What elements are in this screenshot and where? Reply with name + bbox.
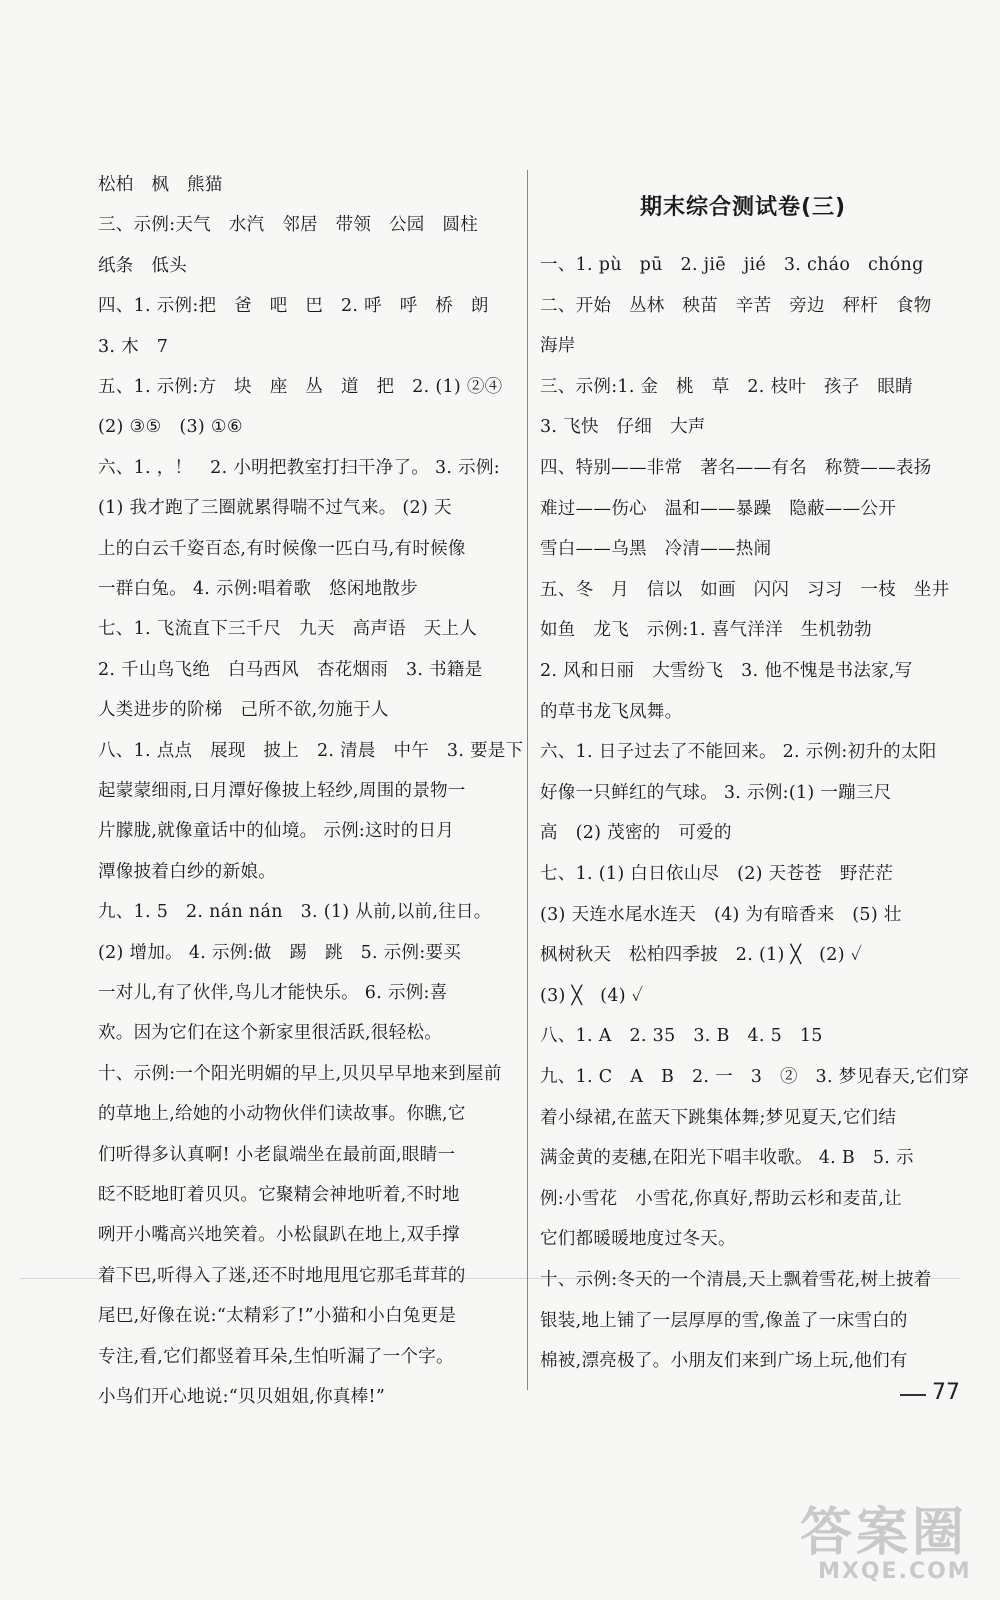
- answer-line: 咧开小嘴高兴地笑着。小松鼠趴在地上,双手撑: [98, 1225, 460, 1246]
- watermark-logo: [800, 1490, 972, 1584]
- answer-line: (2) 增加。 4. 示例:做 踢 跳 5. 示例:要买: [98, 942, 462, 963]
- page-number: 77: [932, 1380, 960, 1405]
- page-number-dash: [900, 1394, 926, 1396]
- answer-line: 例:小雪花 小雪花,你真好,帮助云杉和麦苗,让: [540, 1188, 902, 1209]
- answer-line: 起蒙蒙细雨,日月潭好像披上轻纱,周围的景物一: [98, 781, 466, 801]
- answer-line: 一、1. pù pū 2. jiē jié 3. cháo chóng: [540, 255, 924, 275]
- answer-line: 尾巴,好像在说:“太精彩了!”小猫和小白兔更是: [98, 1306, 457, 1327]
- answer-line: 的草书龙飞凤舞。: [540, 701, 683, 722]
- watermark-sub: MXQE.COM: [818, 1559, 972, 1584]
- answer-line: (1) 我才跑了三圈就累得喘不过气来。 (2) 天: [98, 498, 452, 519]
- answer-line: 眨不眨地盯着贝贝。它聚精会神地听着,不时地: [98, 1185, 460, 1205]
- answer-line: 十、示例:一个阳光明媚的早上,贝贝早早地来到屋前: [98, 1063, 502, 1084]
- answer-line: 松柏 枫 熊猫: [98, 175, 223, 195]
- answer-line: 满金黄的麦穗,在阳光下唱丰收歌。 4. B 5. 示: [540, 1148, 914, 1169]
- answer-line: 片朦胧,就像童话中的仙境。 示例:这时的日月: [98, 821, 455, 842]
- answer-line: 十、示例:冬天的一个清晨,天上飘着雪花,树上披着: [540, 1270, 932, 1290]
- answer-line: 九、1. 5 2. nán nán 3. (1) 从前,以前,往日。: [98, 902, 492, 923]
- answer-line: 纸条 低头: [98, 255, 187, 276]
- answer-line: 雪白——乌黑 冷清——热闹: [540, 539, 772, 560]
- answer-line: 八、1. A 2. 35 3. B 4. 5 15: [540, 1026, 823, 1047]
- answer-line: 3. 飞快 仔细 大声: [540, 417, 706, 438]
- answer-line: 海岸: [540, 336, 576, 357]
- answer-line: (3) 天连水尾水连天 (4) 为有暗香来 (5) 壮: [540, 904, 902, 925]
- answer-line: 七、1. (1) 白日依山尽 (2) 天苍苍 野茫茫: [540, 864, 894, 884]
- answer-line: 枫树秋天 松柏四季披 2. (1) ╳ (2) ✓: [540, 945, 863, 966]
- answer-line: 八、1. 点点 展现 披上 2. 清晨 中午 3. 要是下: [98, 740, 524, 761]
- answer-line: 欢。因为它们在这个新家里很活跃,很轻松。: [98, 1023, 443, 1044]
- answer-line: 三、示例:1. 金 桃 草 2. 枝叶 孩子 眼睛: [540, 376, 913, 397]
- answer-line: 七、1. 飞流直下三千尺 九天 高声语 天上人: [98, 619, 478, 640]
- answer-line: 它们都暖暖地度过冬天。: [540, 1229, 736, 1250]
- answer-line: 上的白云千姿百态,有时候像一匹白马,有时候像: [98, 538, 466, 559]
- answer-line: 的草地上,给她的小动物伙伴们读故事。你瞧,它: [98, 1104, 466, 1125]
- answer-line: 人类进步的阶梯 己所不欲,勿施于人: [98, 700, 389, 721]
- answer-line: 二、开始 丛林 秧苗 辛苦 旁边 秤杆 食物: [540, 295, 932, 316]
- answer-line: 如鱼 龙飞 示例:1. 喜气洋洋 生机勃勃: [540, 620, 872, 641]
- answer-line: 着下巴,听得入了迷,还不时地甩甩它那毛茸茸的: [98, 1265, 466, 1286]
- section-title: 期末综合测试卷(三): [640, 195, 847, 220]
- answer-line: 2. 千山鸟飞绝 白马西风 杏花烟雨 3. 书籍是: [98, 659, 483, 680]
- answer-line: 好像一只鲜红的气球。 3. 示例:(1) 一蹦三尺: [540, 782, 892, 803]
- column-divider: [527, 170, 528, 1390]
- answer-line: (2) ③⑤ (3) ①⑥: [98, 417, 243, 438]
- answer-line: 一群白兔。 4. 示例:唱着歌 悠闲地散步: [98, 579, 419, 599]
- answer-line: 专注,看,它们都竖着耳朵,生怕听漏了一个字。: [98, 1346, 454, 1367]
- answer-line: 五、1. 示例:方 块 座 丛 道 把 2. (1) ②④: [98, 377, 503, 397]
- answer-line: 四、1. 示例:把 爸 吧 巴 2. 呼 呼 桥 朗: [98, 296, 489, 317]
- answer-line: 高 (2) 茂密的 可爱的: [540, 823, 732, 844]
- answer-line: 3. 木 7: [98, 336, 169, 357]
- answer-line: 2. 风和日丽 大雪纷飞 3. 他不愧是书法家,写: [540, 661, 913, 681]
- answer-line: 着小绿裙,在蓝天下跳集体舞;梦见夏天,它们结: [540, 1107, 897, 1128]
- answer-line: 银装,地上铺了一层厚厚的雪,像盖了一床雪白的: [540, 1310, 908, 1331]
- answer-line: 一对儿,有了伙伴,鸟儿才能快乐。 6. 示例:喜: [98, 983, 448, 1003]
- answer-line: 棉被,漂亮极了。小朋友们来到广场上玩,他们有: [540, 1351, 908, 1372]
- answer-line: 三、示例:天气 水汽 邻居 带领 公园 圆柱: [98, 215, 478, 236]
- answer-line: 们听得多认真啊! 小老鼠端坐在最前面,眼睛一: [98, 1144, 456, 1165]
- answer-line: 六、1. ，！ 2. 小明把教室打扫干净了。 3. 示例:: [98, 457, 500, 478]
- answer-line: 五、冬 月 信以 如画 闪闪 习习 一枝 坐井: [540, 579, 950, 600]
- watermark-main: 答案圈: [800, 1503, 969, 1563]
- answer-line: 小鸟们开心地说:“贝贝姐姐,你真棒!”: [98, 1387, 386, 1407]
- answer-line: (3) ╳ (4) ✓: [540, 985, 644, 1006]
- answer-line: 四、特别——非常 著名——有名 称赞——表扬: [540, 458, 932, 478]
- answer-line: 潭像披着白纱的新娘。: [98, 861, 276, 882]
- answer-line: 难过——伤心 温和——暴躁 隐蔽——公开: [540, 498, 896, 519]
- answer-line: 六、1. 日子过去了不能回来。 2. 示例:初升的太阳: [540, 742, 937, 763]
- answer-line: 九、1. C A B 2. 一 3 ② 3. 梦见春天,它们穿: [540, 1067, 970, 1087]
